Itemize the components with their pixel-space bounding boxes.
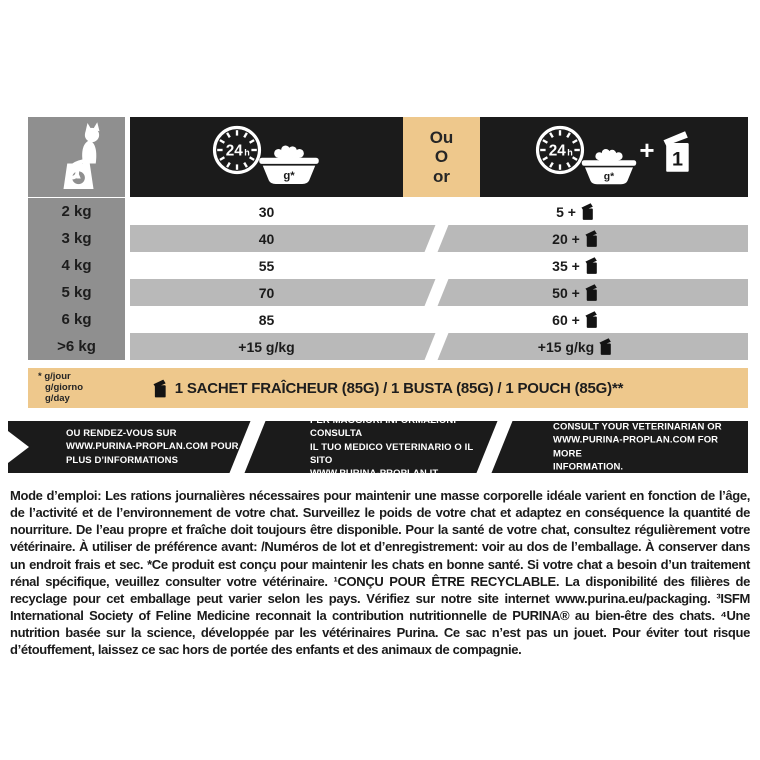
dry-amount: 55 — [258, 257, 275, 274]
pouch-footnote-bar — [28, 368, 748, 408]
table-row — [28, 198, 748, 225]
food-bowl-icon — [577, 144, 641, 191]
pouch-icon — [585, 283, 599, 302]
dry-food-header — [130, 117, 403, 197]
combo-amount: +15 g/kg — [403, 333, 748, 360]
weight-label: >6 kg — [28, 333, 125, 360]
info-section-en: CONSULT YOUR VETERINARIAN OR WWW.PURINA-PROPLAN.COM FOR MORE INFORMATION. — [553, 421, 722, 473]
or-line: or — [433, 166, 450, 186]
food-bowl-icon — [254, 140, 324, 191]
pouch-icon — [585, 229, 599, 248]
arrow-notch-icon — [8, 431, 29, 463]
feeding-rows — [28, 198, 748, 360]
svg-text:h: h — [567, 146, 574, 157]
unit-legend: * g/jour g/giorno g/day — [38, 371, 83, 405]
pouch-icon — [599, 337, 613, 356]
svg-text:h: h — [243, 146, 250, 157]
svg-text:g*: g* — [604, 171, 615, 183]
svg-text:24: 24 — [549, 141, 567, 159]
weight-label: 6 kg — [28, 306, 125, 333]
cat-on-scale-icon — [38, 120, 116, 197]
weight-label: 4 kg — [28, 252, 125, 279]
table-row — [28, 252, 748, 279]
weight-label: 5 kg — [28, 279, 125, 306]
table-row — [28, 225, 748, 252]
pouch-icon — [581, 202, 595, 221]
combo-amount: 50 + — [403, 279, 748, 306]
weight-header-cell — [28, 117, 125, 197]
table-row — [28, 279, 748, 306]
svg-text:1: 1 — [671, 148, 683, 170]
usage-lead: Mode d’emploi: — [10, 488, 102, 503]
svg-text:g*: g* — [282, 169, 295, 182]
pouch-equivalence-text: 1 SACHET FRAÎCHEUR (85G) / 1 BUSTA (85G) / 1 POUCH (85G)** — [174, 379, 624, 397]
usage-text: Les rations journalières nécessaires pour maintenir une masse corporelle idéale varient en fonction de l’âge, de l’activité et de l’environnement de votre chat. Surveillez le poids de votre chat et adaptez en conséquence la quantité de nourriture. De l’eau propre et fraîche doit toujours être disponible. Pour la santé de votre chat, consultez régulièrement votre vétérinaire. À utiliser de préférence avant: /Numéros de lot et d’enregistrement: voir au dos de l’emballage. À conserver dans un endroit frais et sec. *Ce produit est conçu pour maintenir les chats en bonne santé. Si votre chat a besoin d’un traitement rénal spécifique, veuillez consulter votre vétérinaire. ¹CONÇU POUR ÊTRE RECYCLABLE. La disponibilité des filières de recyclage pour cet emballage peut varier selon les pays. Vérifiez sur notre site internet www.purina.eu/packaging. ³ISFM International Society of Feline Medicine reconnait la contribution nutritionnelle de PURINA® au bien-être des chats. ⁴Une nutrition basée sur la science, développée par les vétérinaires Purina. Ce sac n’est pas un jouet. Pour éviter tout risque d’étouffement, laissez ce sac hors de portée des enfants et des animaux de compagnie. — [10, 488, 750, 658]
weight-label: 2 kg — [28, 198, 125, 225]
pouch-icon — [585, 310, 599, 329]
dry-amount: 40 — [258, 230, 275, 247]
table-row — [28, 333, 748, 360]
plus-icon: + — [639, 134, 655, 165]
info-section-fr: OU RENDEZ-VOUS SUR WWW.PURINA-PROPLAN.COM POUR PLUS D’INFORMATIONS — [66, 428, 239, 466]
pouch-icon — [153, 378, 168, 399]
dry-amount: +15 g/kg — [238, 338, 295, 355]
combo-food-header — [480, 117, 748, 197]
combo-amount: 5 + — [403, 198, 748, 225]
dry-amount: 30 — [258, 203, 275, 220]
info-section-it: PER MAGGIORI INFORMAZIONI CONSULTA IL TUO MEDICO VETERINARIO O IL SITO WWW.PURINA-PROPLAN.IT. — [310, 414, 474, 479]
combo-amount: 35 + — [403, 252, 748, 279]
info-banner — [8, 414, 748, 479]
table-row — [28, 306, 748, 333]
combo-amount: 60 + — [403, 306, 748, 333]
or-line: Ou — [429, 127, 454, 147]
combo-amount: 20 + — [403, 225, 748, 252]
weight-label: 3 kg — [28, 225, 125, 252]
dry-amount: 85 — [258, 311, 275, 328]
pouch-icon — [659, 129, 695, 180]
usage-instructions — [10, 487, 750, 659]
pouch-icon — [585, 256, 599, 275]
or-cell — [403, 117, 480, 197]
svg-text:24: 24 — [225, 141, 243, 159]
dry-amount: 70 — [258, 284, 275, 301]
or-line: O — [434, 147, 449, 167]
pouch-equivalence — [153, 378, 623, 399]
